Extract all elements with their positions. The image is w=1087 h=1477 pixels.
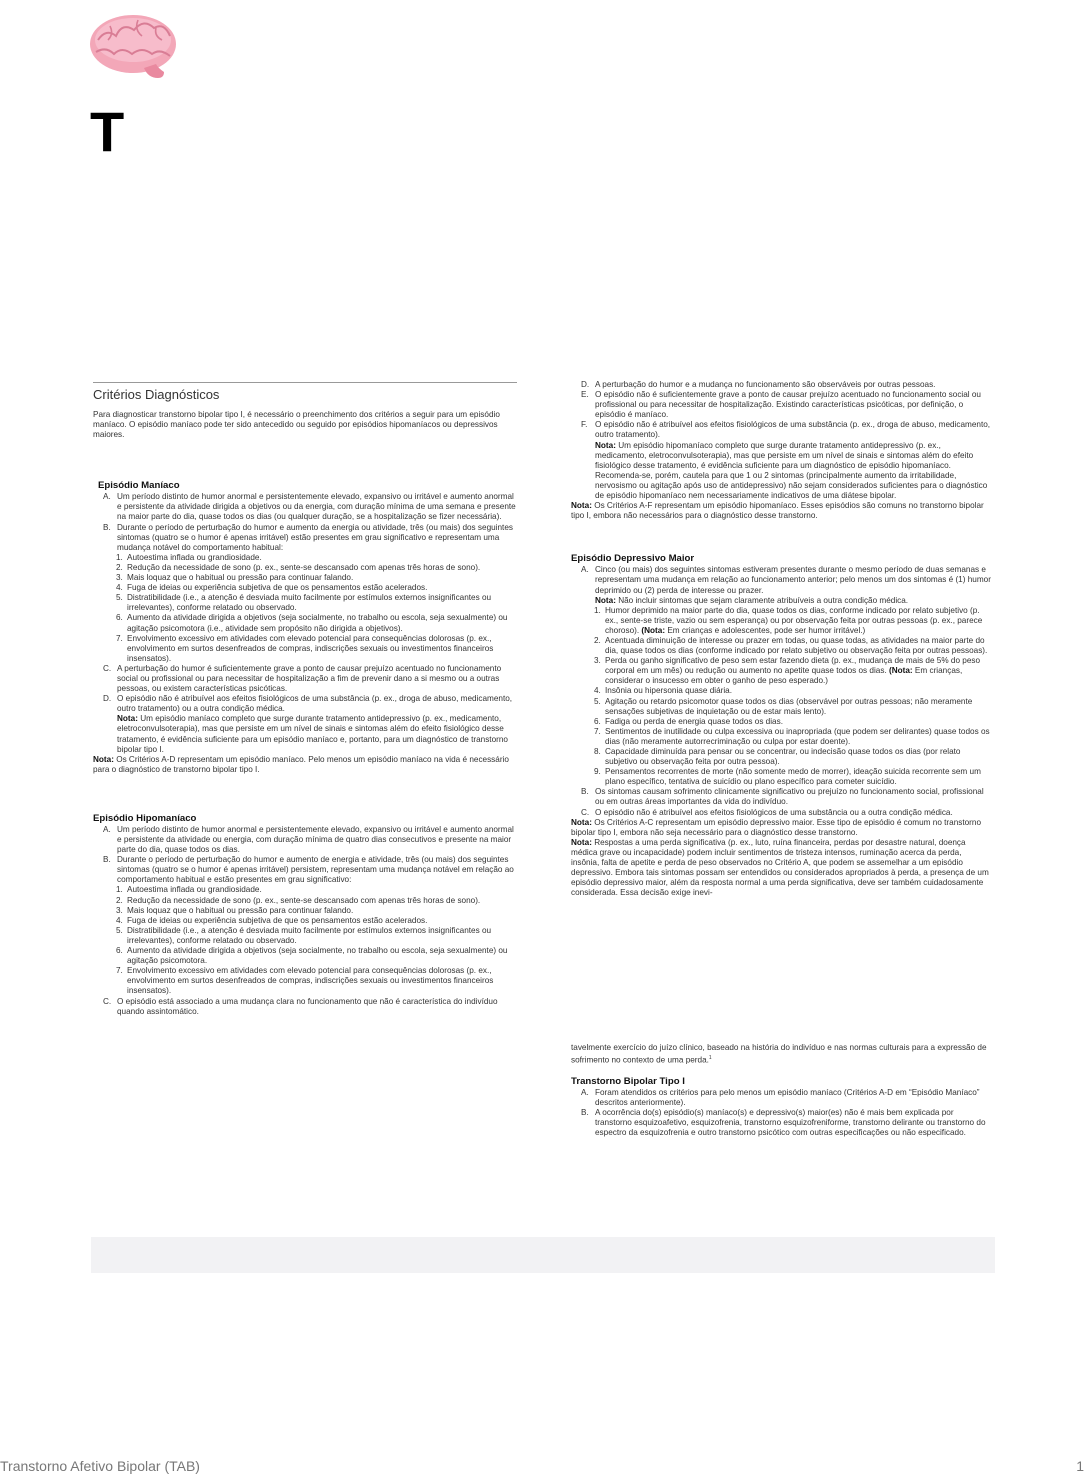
bipolar-criterion-b: B. A ocorrência do(s) episódio(s) maníaco(s) e depressivo(s) maior(es) não é mais bem explicada por transtorno esquizoafetivo, esquizofrenia, transtorno esquizofreniforme, transtorno delirante ou transtorno do espectro da esquizofrenia e outro transtorno psicótico com outras especificações ou não especificado. (581, 1108, 986, 1138)
list-item: 1. Autoestima inflada ou grandiosidade. (116, 552, 262, 562)
manic-d-note: Nota: Um episódio maníaco completo que surge durante tratamento antidepressivo (p. ex., medicamento, eletroconvulsoterapia), mas que persiste em um nível de sinais e sintomas além do efeito fisiológico desse tratamento, é evidência suficiente para um episódio maníaco e, portanto, para um diagnóstico de transtorno bipolar tipo I. (117, 714, 508, 754)
manic-episode-title: Episódio Maníaco (98, 480, 180, 492)
hypomanic-criterion-b: B. Durante o período de perturbação do humor e aumento de energia e atividade, três (ou mais) dos seguintes sintomas (quatro se o humor é apenas irritável) persistem, representam uma mudança notável em relação ao comportamento habitual e estão presentes em grau significativo: (103, 855, 514, 885)
manic-criterion-d: D. O episódio não é atribuível aos efeitos fisiológicos de uma substância (p. ex., droga de abuso, medicamento, outro tratamento) ou a outra condição médica. (103, 694, 513, 714)
manic-criterion-a: A. Um período distinto de humor anormal e persistentemente elevado, expansivo ou irritável e aumento anormal e persistente da atividade dirigida a objetivos ou da energia, com duração mínima de uma semana e presente na maior parte do dia, quase todos os dias (ou qualquer duração, se a hospitalização se fizer necessária). (103, 492, 516, 522)
hypomanic-criterion-e: E. O episódio não é suficientemente grave a ponto de causar prejuízo acentuado no funcionamento social ou profissional ou para necessitar de hospitalização. Existindo características psicóticas, por definição, o episódio é maníaco. (581, 390, 981, 420)
empty-block (91, 1237, 995, 1273)
list-item: 1. Humor deprimido na maior parte do dia, quase todos os dias, conforme indicado por relato subjetivo (p. ex., sente-se triste, vazio ou sem esperança) ou por observação feita por outras pessoas (p. ex., parece choroso). (Nota: Em crianças e adolescentes, pode ser humor irritável.) (594, 605, 983, 635)
page-footer (0, 1458, 1087, 1476)
bipolar-criterion-a: A. Foram atendidos os critérios para pelo menos um episódio maníaco (Critérios A-D em “Episódio Maníaco” descritos anteriormente). (581, 1087, 980, 1108)
depressive-criterion-b: B. Os sintomas causam sofrimento clinicamente significativo ou prejuízo no funcionamento social, profissional ou em outras áreas importantes da vida do indivíduo. (581, 787, 984, 807)
list-item: 1. Autoestima inflada ou grandiosidade. (116, 885, 262, 895)
manic-criterion-b: B. Durante o período de perturbação do humor e aumento da energia ou atividade, três (ou mais) dos seguintes sintomas (quatro se o humor é apenas irritável) estão presentes em grau significativo e representam uma mudança notável do comportamento habitual: (103, 522, 513, 552)
list-item: 6. Fadiga ou perda de energia quase todos os dias. (594, 716, 783, 726)
list-item: 3. Mais loquaz que o habitual ou pressão para continuar falando. (116, 573, 354, 583)
list-item: 7. Sentimentos de inutilidade ou culpa excessiva ou inapropriada (que podem ser delirantes) quase todos os dias (não meramente autorrecriminação ou culpa por estar doente). (594, 726, 990, 746)
hypomanic-episode-title: Episódio Hipomaníaco (93, 812, 197, 824)
list-item: 4. Fuga de ideias ou experiência subjetiva de que os pensamentos estão acelerados. (116, 915, 428, 925)
list-item: 2. Acentuada diminuição de interesse ou prazer em todas, ou quase todas, as atividades na maior parte do dia, quase todos os dias (conforme indicado por relato subjetivo ou observação feita por outras pessoas). (594, 635, 988, 656)
depressive-episode-title: Episódio Depressivo Maior (571, 553, 695, 565)
list-item: 9. Pensamentos recorrentes de morte (não somente medo de morrer), ideação suicida recorrente sem um plano específico, tentativa de suicídio ou plano específico para cometer suicídio. (594, 767, 981, 787)
right-column-continued (571, 1043, 991, 1138)
hypomanic-f-note: Nota: Um episódio hipomaníaco completo que surge durante tratamento antidepressivo (p. ex., medicamento, eletroconvulsoterapia), mas que persiste em um nível de sinais e sintomas além do efeito fisiológico desse tratamento, é evidência suficiente para um diagnóstico de episódio hipomaníaco. Recomenda-se, porém, cautela para que 1 ou 2 sintomas (principalmente aumento da irritabilidade, nervosismo ou agitação após uso de antidepressivo) não sejam considerados suficientes para o diagnóstico de episódio hipomaníaco nem necessariamente indicativos de uma diátese bipolar. (595, 440, 988, 501)
list-item: 6. Aumento da atividade dirigida a objetivos (seja socialmente, no trabalho ou escola, seja sexualmente) ou agitação psicomotora (i.e., atividade sem propósito não dirigida a objetivos). (116, 613, 508, 633)
list-item: 2. Redução da necessidade de sono (p. ex., sente-se descansado com apenas três horas de sono). (116, 562, 481, 572)
list-item: 8. Capacidade diminuída para pensar ou se concentrar, ou indecisão quase todos os dias (por relato subjetivo ou observação feita por outra pessoa). (594, 747, 961, 767)
page-number: 1 (1076, 1458, 1084, 1474)
criteria-heading: Critérios Diagnósticos (93, 382, 517, 403)
list-item: 6. Aumento da atividade dirigida a objetivos (seja socialmente, no trabalho ou escola, seja sexualmente) ou agitação psicomotora. (116, 946, 508, 966)
continued-paragraph: tavelmente exercício do juízo clínico, baseado na história do indivíduo e nas normas culturais para a expressão de sofrimento no contexto de uma perda.$^1$ (571, 1043, 987, 1065)
list-item: 7. Envolvimento excessivo em atividades com elevado potencial para consequências dolorosas (p. ex., envolvimento em surtos desenfreados de compras, indiscrições sexuais ou investimentos financeiros insensatos). (116, 633, 494, 663)
list-item: 4. Fuga de ideias ou experiência subjetiva de que os pensamentos estão acelerados. (116, 583, 428, 593)
list-item: 5. Distratibilidade (i.e., a atenção é desviada muito facilmente por estímulos externos insignificantes ou irrelevantes), conforme relatado ou observado. (116, 593, 492, 613)
right-column (571, 380, 991, 898)
footer-title: Transtorno Afetivo Bipolar (TAB) (0, 1458, 200, 1474)
depressive-criterion-a: A. Cinco (ou mais) dos seguintes sintomas estiveram presentes durante o mesmo período de duas semanas e representam uma mudança em relação ao funcionamento anterior; pelo menos um dos sintomas é (1) humor deprimido ou (2) perda de interesse ou prazer. (581, 565, 991, 595)
hypomanic-criterion-f: F. O episódio não é atribuível aos efeitos fisiológicos de uma substância (p. ex., droga de abuso, medicamento, outro tratamento). (581, 420, 991, 440)
manic-criterion-c: C. A perturbação do humor é suficientemente grave a ponto de causar prejuízo acentuado no funcionamento social ou profissional ou para necessitar de hospitalização a fim de prevenir dano a si mesmo ou a outras pessoas, ou existem características psicóticas. (103, 663, 502, 694)
list-item: 3. Perda ou ganho significativo de peso sem estar fazendo dieta (p. ex., mudança de mais de 5% do peso corporal em um mês) ou redução ou aumento no apetite quase todos os dias. (Nota: Em crianças, considerar o insucesso em obter o ganho de peso esperado.) (594, 656, 981, 686)
bipolar-type-1-title: Transtorno Bipolar Tipo I (571, 1075, 685, 1087)
hypomanic-criterion-d: D. A perturbação do humor e a mudança no funcionamento são observáveis por outras pessoas. (581, 380, 936, 389)
depressive-note-1: Nota: Os Critérios A-C representam um episódio depressivo maior. Esse tipo de episódio é comum no transtorno bipolar tipo I, embora não seja necessário para o diagnóstico desse transtorno. (571, 817, 982, 837)
depressive-a-note: Nota: Não incluir sintomas que sejam claramente atribuíveis a outra condição médica. (595, 595, 909, 605)
list-item: 5. Distratibilidade (i.e., a atenção é desviada muito facilmente por estímulos externos insignificantes ou irrelevantes), conforme relatado ou observado. (116, 925, 492, 945)
manic-note: Nota: Os Critérios A-D representam um episódio maníaco. Pelo menos um episódio maníaco na vida é necessário para o diagnóstico de transtorno bipolar tipo I. (93, 754, 509, 774)
intro-paragraph: Para diagnosticar transtorno bipolar tipo I, é necessário o preenchimento dos critérios a seguir para um episódio maníaco. O episódio maníaco pode ter sido antecedido ou seguido por episódios hipomaníacos ou depressivos maiores. (93, 410, 500, 440)
page-title: T (90, 100, 125, 163)
brain-icon (88, 10, 178, 82)
list-item: 4. Insônia ou hipersonia quase diária. (594, 686, 732, 696)
hypomanic-note: Nota: Os Critérios A-F representam um episódio hipomaníaco. Esses episódios são comuns no transtorno bipolar tipo I, embora não necessários para o diagnóstico desse transtorno. (571, 501, 984, 521)
depressive-criterion-c: C. O episódio não é atribuível aos efeitos fisiológicos de uma substância ou a outra condição médica. (581, 807, 953, 817)
left-column (93, 382, 517, 1017)
list-item: 3. Mais loquaz que o habitual ou pressão para continuar falando. (116, 905, 354, 915)
list-item: 5. Agitação ou retardo psicomotor quase todos os dias (observável por outras pessoas; não meramente sensações subjetivas de inquietação ou de estar mais lento). (594, 696, 973, 716)
list-item: 7. Envolvimento excessivo em atividades com elevado potencial para consequências dolorosas (p. ex., envolvimento em surtos desenfreados de compras, indiscrições sexuais ou investimentos financeiros insensatos). (116, 966, 494, 996)
hypomanic-criterion-c: C. O episódio está associado a uma mudança clara no funcionamento que não é característica do indivíduo quando assintomático. (103, 996, 498, 1016)
depressive-note-2: Nota: Respostas a uma perda significativa (p. ex., luto, ruína financeira, perdas por desastre natural, doença médica grave ou incapacidade) podem incluir sentimentos de tristeza intensos, ruminação acerca da perda, insônia, falta de apetite e perda de peso observados no Critério A, que podem se assemelhar a um episódio depressivo. Embora tais sintomas possam ser entendidos ou considerados apropriados à perda, a presença de um episódio depressivo maior, além da resposta normal a uma perda significativa, deve ser também cuidadosamente considerada. Essa decisão exige inevi- (571, 837, 989, 898)
list-item: 2. Redução da necessidade de sono (p. ex., sente-se descansado com apenas três horas de sono). (116, 895, 481, 905)
hypomanic-criterion-a: A. Um período distinto de humor anormal e persistentemente elevado, expansivo ou irritável e aumento anormal e persistente da atividade ou energia, com duração mínima de quatro dias consecutivos e presente na maior parte do dia, quase todos os dias. (103, 824, 514, 855)
